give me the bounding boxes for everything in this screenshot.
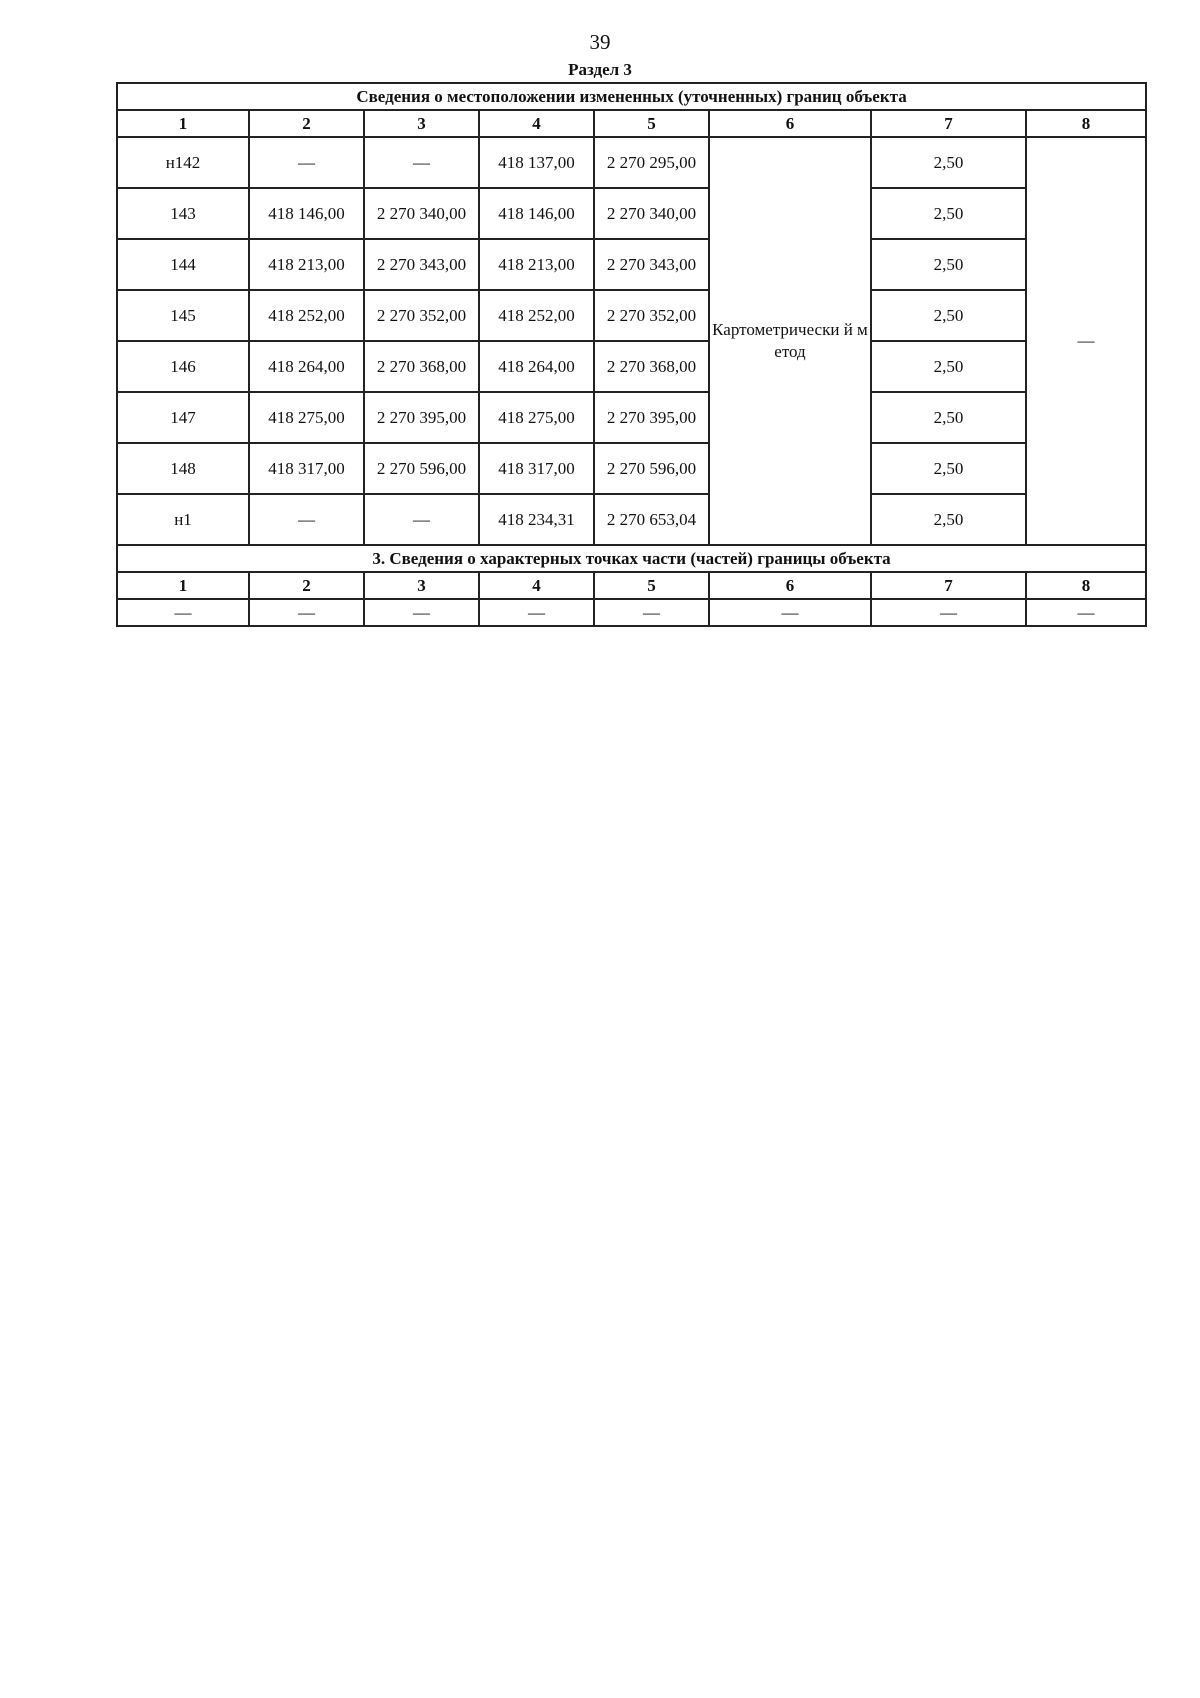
table-row	[117, 137, 1146, 188]
new-y: 2 270 368,00	[594, 341, 709, 392]
table-row	[117, 494, 1146, 545]
table-row	[117, 290, 1146, 341]
empty-cell: —	[479, 599, 594, 626]
point-name: 148	[117, 443, 249, 494]
page-number: 39	[589, 30, 611, 54]
new-y: 2 270 653,04	[594, 494, 709, 545]
new-x: 418 234,31	[479, 494, 594, 545]
table-row	[117, 188, 1146, 239]
column-number: 4	[479, 572, 594, 599]
accuracy: 2,50	[871, 137, 1026, 188]
boundary-table	[116, 82, 1147, 627]
column-number: 2	[249, 110, 364, 137]
new-x: 418 252,00	[479, 290, 594, 341]
old-y: 2 270 395,00	[364, 392, 479, 443]
column-number: 7	[871, 110, 1026, 137]
old-y: 2 270 352,00	[364, 290, 479, 341]
table-row	[117, 443, 1146, 494]
column-number: 3	[364, 110, 479, 137]
old-y: 2 270 340,00	[364, 188, 479, 239]
column-number-row	[117, 110, 1146, 137]
column-number: 1	[117, 110, 249, 137]
column-number: 5	[594, 110, 709, 137]
new-x: 418 264,00	[479, 341, 594, 392]
old-y: 2 270 343,00	[364, 239, 479, 290]
empty-cell: —	[1026, 599, 1146, 626]
point-name: 147	[117, 392, 249, 443]
new-x: 418 317,00	[479, 443, 594, 494]
old-y: 2 270 368,00	[364, 341, 479, 392]
old-x: 418 264,00	[249, 341, 364, 392]
parts-table-row	[117, 599, 1146, 626]
column-number: 3	[364, 572, 479, 599]
old-y: 2 270 596,00	[364, 443, 479, 494]
point-name: н1	[117, 494, 249, 545]
new-y: 2 270 295,00	[594, 137, 709, 188]
table-row	[117, 239, 1146, 290]
empty-cell: —	[249, 599, 364, 626]
column-number: 6	[709, 572, 871, 599]
new-y: 2 270 395,00	[594, 392, 709, 443]
parts-column-number-row	[117, 572, 1146, 599]
old-y: —	[364, 137, 479, 188]
accuracy: 2,50	[871, 392, 1026, 443]
old-x: 418 275,00	[249, 392, 364, 443]
new-y: 2 270 340,00	[594, 188, 709, 239]
empty-cell: —	[117, 599, 249, 626]
new-y: 2 270 343,00	[594, 239, 709, 290]
col8-cell: —	[1026, 137, 1146, 545]
old-x: 418 146,00	[249, 188, 364, 239]
column-number: 7	[871, 572, 1026, 599]
new-y: 2 270 352,00	[594, 290, 709, 341]
parts-title-row	[117, 545, 1146, 572]
column-number: 8	[1026, 110, 1146, 137]
column-number: 8	[1026, 572, 1146, 599]
table-row	[117, 392, 1146, 443]
parts-table-title: 3. Сведения о характерных точках части (частей) границы объекта	[117, 545, 1146, 572]
table-title: Сведения о местоположении измененных (уточненных) границ объекта	[117, 83, 1146, 110]
column-number: 4	[479, 110, 594, 137]
empty-cell: —	[364, 599, 479, 626]
table-title-row	[117, 83, 1146, 110]
old-x: 418 252,00	[249, 290, 364, 341]
point-name: 143	[117, 188, 249, 239]
old-x: 418 213,00	[249, 239, 364, 290]
point-name: 144	[117, 239, 249, 290]
accuracy: 2,50	[871, 443, 1026, 494]
new-x: 418 137,00	[479, 137, 594, 188]
old-x: —	[249, 137, 364, 188]
method-cell: Картометрически й метод	[709, 137, 871, 545]
column-number: 2	[249, 572, 364, 599]
empty-cell: —	[594, 599, 709, 626]
old-x: 418 317,00	[249, 443, 364, 494]
section-label: Раздел 3	[568, 60, 632, 79]
accuracy: 2,50	[871, 188, 1026, 239]
column-number: 5	[594, 572, 709, 599]
point-name: 145	[117, 290, 249, 341]
point-name: н142	[117, 137, 249, 188]
new-y: 2 270 596,00	[594, 443, 709, 494]
column-number: 1	[117, 572, 249, 599]
new-x: 418 146,00	[479, 188, 594, 239]
empty-cell: —	[871, 599, 1026, 626]
accuracy: 2,50	[871, 290, 1026, 341]
accuracy: 2,50	[871, 239, 1026, 290]
old-x: —	[249, 494, 364, 545]
point-name: 146	[117, 341, 249, 392]
column-number: 6	[709, 110, 871, 137]
old-y: —	[364, 494, 479, 545]
new-x: 418 213,00	[479, 239, 594, 290]
accuracy: 2,50	[871, 341, 1026, 392]
empty-cell: —	[709, 599, 871, 626]
accuracy: 2,50	[871, 494, 1026, 545]
table-row	[117, 341, 1146, 392]
new-x: 418 275,00	[479, 392, 594, 443]
